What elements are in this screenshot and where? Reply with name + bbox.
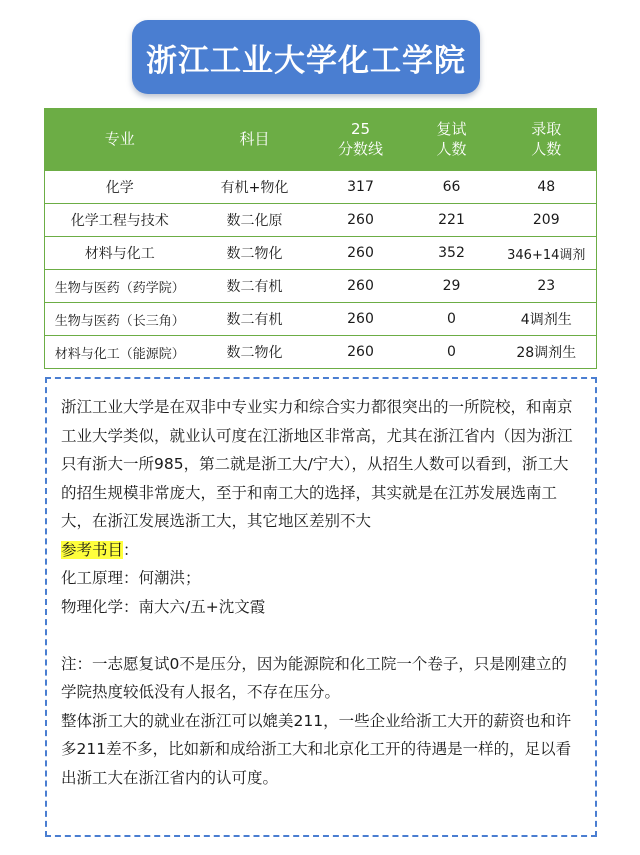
cell-subject: 数二物化 bbox=[195, 237, 315, 270]
cell-score: 260 bbox=[315, 336, 407, 369]
header-subject: 科目 bbox=[195, 108, 315, 171]
page-title: 浙江工业大学化工学院 bbox=[146, 42, 466, 79]
table-row bbox=[45, 303, 597, 336]
cell-major: 化学 bbox=[45, 171, 195, 204]
table-row bbox=[45, 270, 597, 303]
cell-retest: 221 bbox=[407, 204, 497, 237]
cell-admitted: 4调剂生 bbox=[497, 303, 597, 336]
header-major: 专业 bbox=[45, 108, 195, 171]
cell-admitted: 48 bbox=[497, 171, 597, 204]
header-score: 25 分数线 bbox=[315, 108, 407, 171]
cell-score: 260 bbox=[315, 204, 407, 237]
cell-retest: 29 bbox=[407, 270, 497, 303]
cell-admitted: 23 bbox=[497, 270, 597, 303]
cell-subject: 数二有机 bbox=[195, 303, 315, 336]
books-colon: ： bbox=[123, 540, 139, 559]
cell-subject: 数二化原 bbox=[195, 204, 315, 237]
cell-major: 材料与化工 bbox=[45, 237, 195, 270]
books-heading bbox=[61, 536, 581, 565]
spacer bbox=[61, 621, 581, 650]
admission-table bbox=[44, 108, 597, 369]
cell-retest: 352 bbox=[407, 237, 497, 270]
remark-paragraph: 整体浙工大的就业在浙江可以媲美211，一些企业给浙工大开的薪资也和许多211差不多，比如新和成给浙工大和北京化工开的待遇是一样的，足以看出浙工大在浙江省内的认可度。 bbox=[61, 711, 572, 787]
header-retest: 复试 人数 bbox=[407, 108, 497, 171]
table-row bbox=[45, 171, 597, 204]
cell-retest: 0 bbox=[407, 303, 497, 336]
cell-score: 260 bbox=[315, 270, 407, 303]
book-item: 化工原理：何潮洪； bbox=[61, 569, 201, 587]
cell-admitted: 209 bbox=[497, 204, 597, 237]
cell-subject: 数二物化 bbox=[195, 336, 315, 369]
cell-major: 化学工程与技术 bbox=[45, 204, 195, 237]
header-admitted: 录取 人数 bbox=[497, 108, 597, 171]
cell-score: 317 bbox=[315, 171, 407, 204]
cell-major: 生物与医药（长三角） bbox=[45, 303, 195, 336]
title-banner bbox=[132, 20, 480, 94]
cell-score: 260 bbox=[315, 303, 407, 336]
book-item: 物理化学：南大六/五+沈文霞 bbox=[61, 597, 266, 616]
intro-paragraph: 浙江工业大学是在双非中专业实力和综合实力都很突出的一所院校，和南京工业大学类似，就业认可度在江浙地区非常高，尤其在浙江省内（因为浙江只有浙大一所985，第二就是浙工大/宁大），从招生人数可以看到，浙工大的招生规模非常庞大，至于和南工大的选择，其实就是在江苏发展选南工大，在浙江发展选浙工大，其它地区差别不大 bbox=[61, 398, 573, 530]
table-row bbox=[45, 204, 597, 237]
books-label: 参考书目 bbox=[61, 540, 124, 559]
cell-subject: 数二有机 bbox=[195, 270, 315, 303]
cell-score: 260 bbox=[315, 237, 407, 270]
remark-paragraph: 注：一志愿复试0不是压分，因为能源院和化工院一个卷子，只是刚建立的学院热度较低没有人报名，不存在压分。 bbox=[61, 654, 567, 701]
table-row bbox=[45, 237, 597, 270]
table-header-row bbox=[45, 108, 597, 171]
cell-admitted: 346+14调剂 bbox=[497, 237, 597, 270]
cell-admitted: 28调剂生 bbox=[497, 336, 597, 369]
cell-major: 材料与化工（能源院） bbox=[45, 336, 195, 369]
cell-retest: 66 bbox=[407, 171, 497, 204]
cell-retest: 0 bbox=[407, 336, 497, 369]
note-box bbox=[45, 377, 597, 837]
table-row bbox=[45, 336, 597, 369]
cell-major: 生物与医药（药学院） bbox=[45, 270, 195, 303]
cell-subject: 有机+物化 bbox=[195, 171, 315, 204]
